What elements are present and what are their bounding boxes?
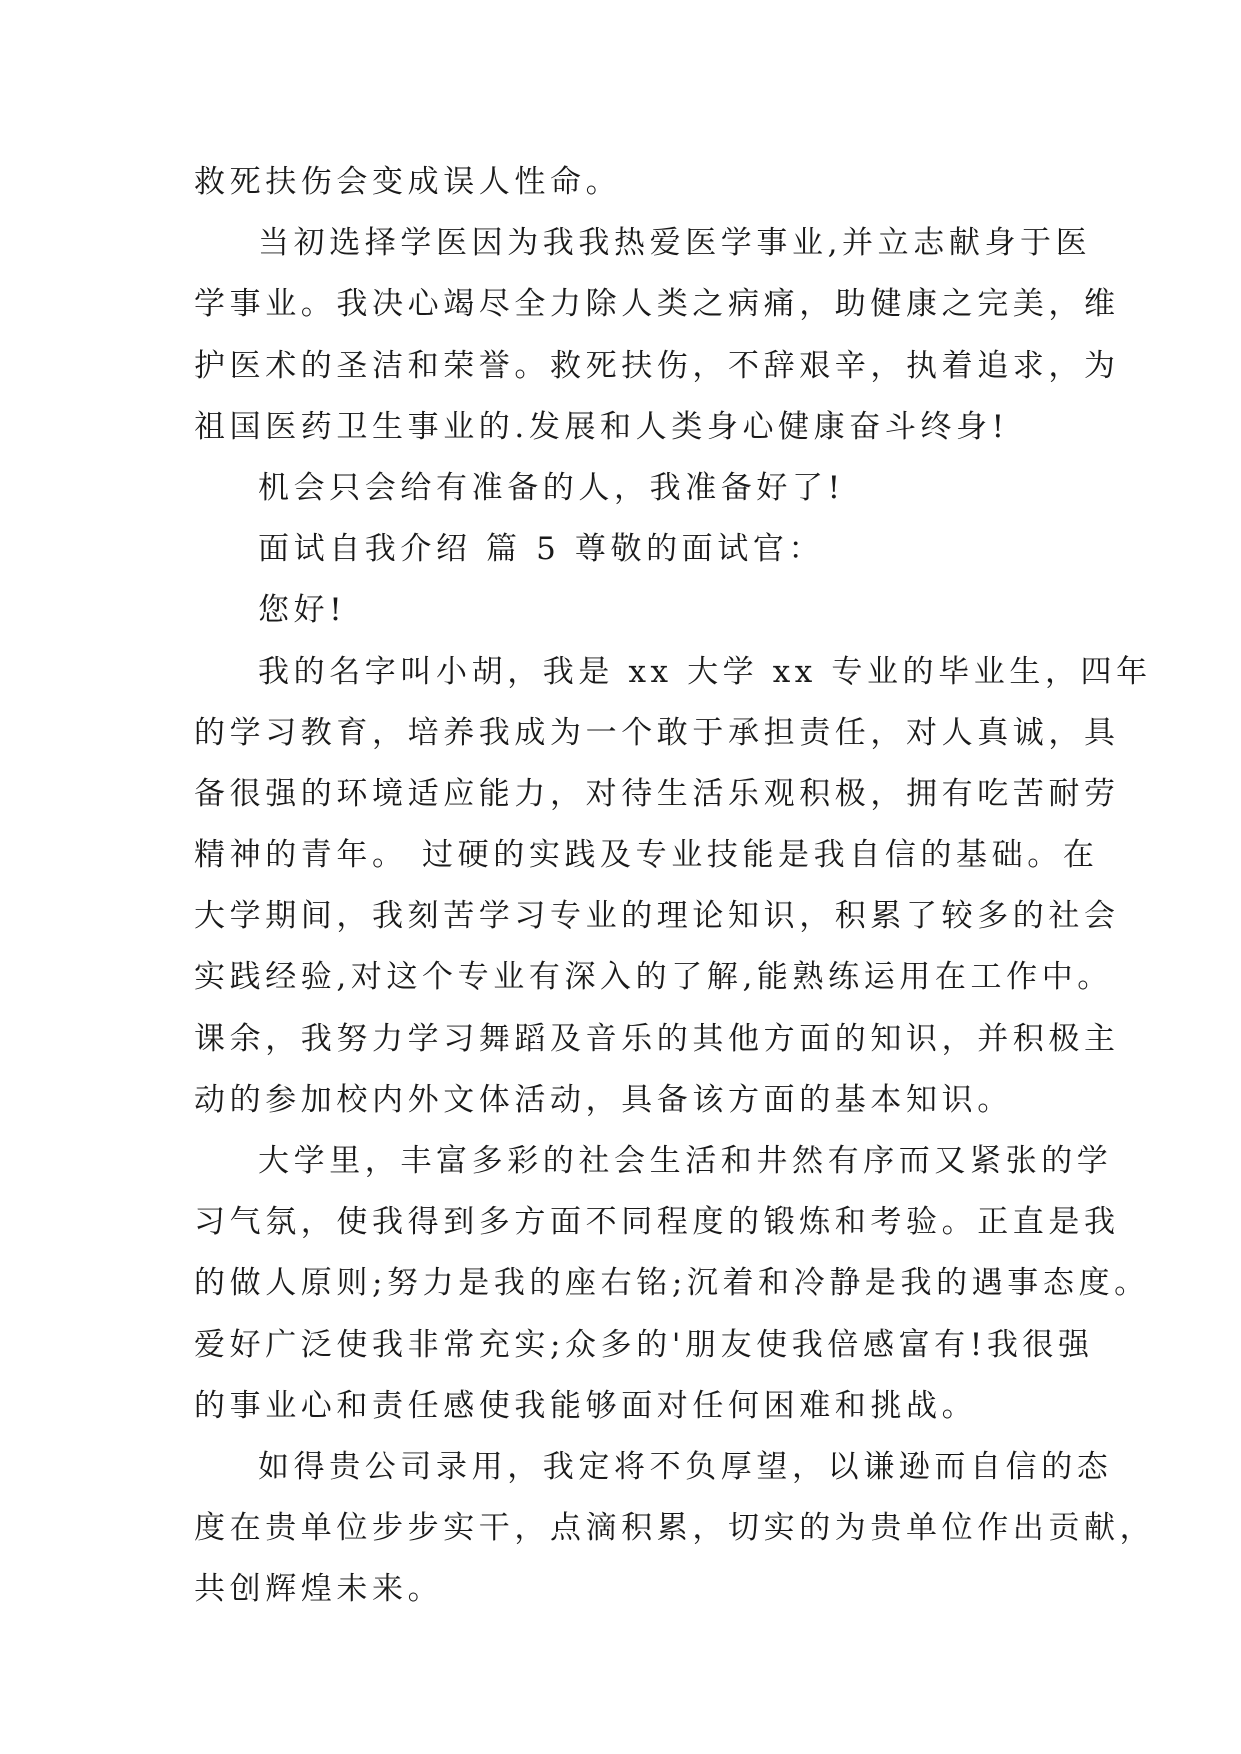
text-line: 度在贵单位步步实干，点滴积累，切实的为贵单位作出贡献， <box>194 1510 1156 1547</box>
text-line: 学事业。我决心竭尽全力除人类之病痛，助健康之完美，维 <box>194 286 1120 323</box>
text-line: 动的参加校内外文体活动，具备该方面的基本知识。 <box>194 1081 1013 1118</box>
text-line: 精神的青年。 过硬的实践及专业技能是我自信的基础。在 <box>194 837 1099 874</box>
section-heading: 面试自我介绍 篇 5 尊敬的面试官： <box>258 531 825 568</box>
text-line: 如得贵公司录用，我定将不负厚望，以谦逊而自信的态 <box>258 1448 1113 1485</box>
text-line: 当初选择学医因为我我热爱医学事业,并立志献身于医 <box>258 225 1092 262</box>
text-line: 的做人原则;努力是我的座右铭;沉着和冷静是我的遇事态度。 <box>194 1265 1150 1302</box>
text-line: 护医术的圣洁和荣誉。救死扶伤，不辞艰辛，执着追求，为 <box>194 347 1120 384</box>
body-text <box>194 152 1156 1621</box>
text-line: 的事业心和责任感使我能够面对任何困难和挑战。 <box>194 1387 978 1424</box>
text-line: 备很强的环境适应能力，对待生活乐观积极，拥有吃苦耐劳 <box>194 775 1120 812</box>
text-line: 课余，我努力学习舞蹈及音乐的其他方面的知识，并积极主 <box>194 1020 1120 1057</box>
text-line: 习气氛，使我得到多方面不同程度的锻炼和考验。正直是我 <box>194 1204 1120 1241</box>
text-line: 实践经验,对这个专业有深入的了解,能熟练运用在工作中。 <box>194 959 1113 996</box>
text-line: 爱好广泛使我非常充实;众多的'朋友使我倍感富有!我很强 <box>194 1326 1094 1363</box>
text-line: 大学期间，我刻苦学习专业的理论知识，积累了较多的社会 <box>194 898 1120 935</box>
text-line: 救死扶伤会变成误人性命。 <box>194 164 622 200</box>
text-line: 我的名字叫小胡，我是 xx 大学 xx 专业的毕业生，四年 <box>258 653 1152 690</box>
text-line: 机会只会给有准备的人，我准备好了! <box>258 469 845 506</box>
text-line: 的学习教育，培养我成为一个敢于承担责任，对人真诚，具 <box>194 714 1120 751</box>
text-line: 大学里，丰富多彩的社会生活和井然有序而又紧张的学 <box>258 1143 1113 1179</box>
text-line: 祖国医药卫生事业的.发展和人类身心健康奋斗终身! <box>194 408 1009 445</box>
text-line: 共创辉煌未来。 <box>194 1571 444 1608</box>
text-line: 您好! <box>258 592 347 629</box>
